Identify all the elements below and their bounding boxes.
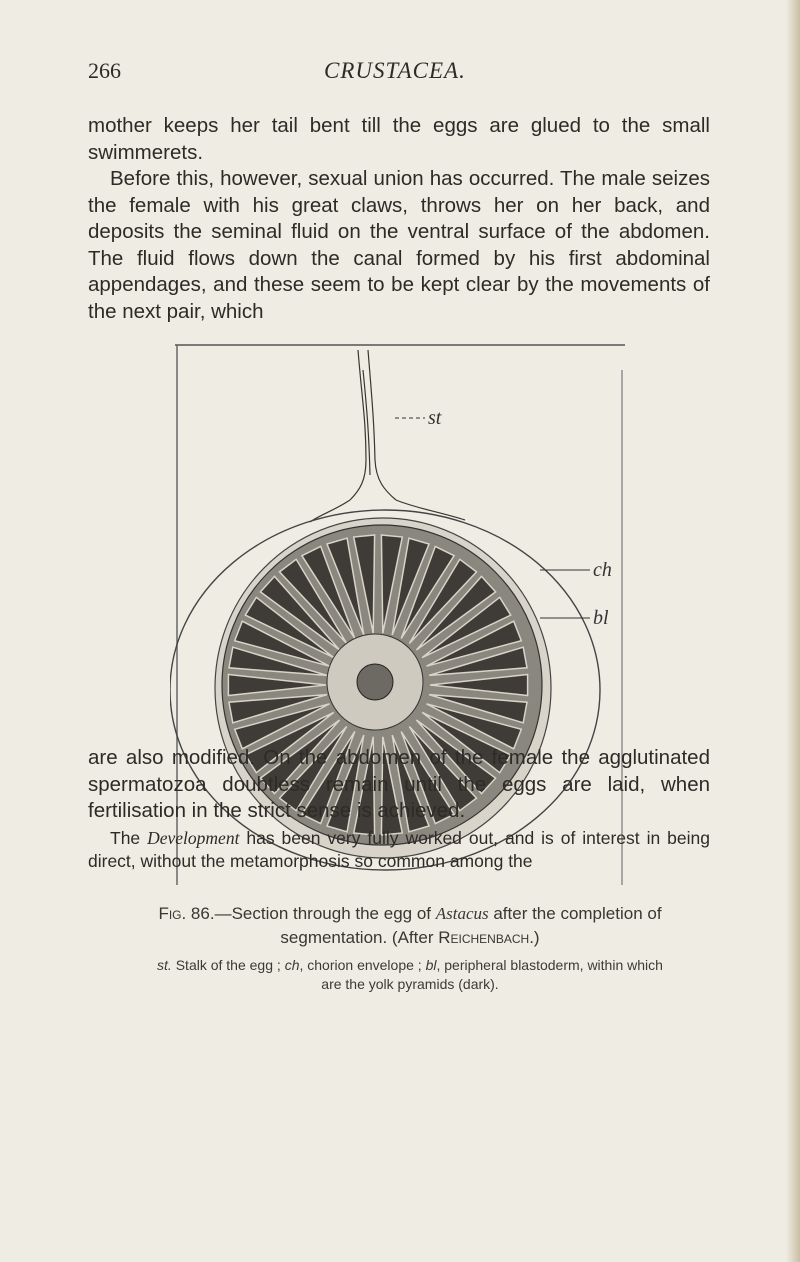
caption-closing: .) [529,928,540,947]
figure-caption [130,902,690,950]
legend-key-st: st. [157,957,172,973]
paragraph-4 [88,827,710,873]
caption-text-2: after the completion of segmentation. (After [280,904,662,947]
legend-text-st: Stalk of the egg ; [171,957,285,973]
caption-genus: Astacus [435,904,489,923]
paragraph-1: mother keeps her tail bent till the eggs are glued to the small swimmerets. [88,114,710,164]
page-edge-shadow [786,0,800,1262]
caption-text-1: —Section through the egg of [214,904,436,923]
page-header [88,58,708,98]
legend-text-ch: , chorion envelope ; [299,957,426,973]
paragraph-2: Before this, however, sexual union has occurred. The male seizes the female with his great claws, throws her on her back, and deposits the seminal fluid on the ventral surface of the abdomen. The fluid flows down the canal formed by his first abdominal appendages, and these seem to be kept clear by the movements of the next pair, which [88,167,710,323]
paragraph-3: are also modified. On the abdomen of the female the agglutinated spermatozoa doubtless remain until the eggs are laid, when fertilisation in the strict sense is achieved. [88,746,710,822]
paragraph-4-text: has been very fully worked out, and is of interest in being direct, without the metamorphosis so common among the [88,828,710,871]
figure-legend [155,956,665,994]
page-number: 266 [88,58,121,83]
paragraph-4-lead: The [110,828,148,848]
legend-key-ch: ch [284,957,300,973]
caption-author: Reichenbach [438,928,530,947]
label-bl: bl [593,607,609,629]
label-ch: ch [593,559,612,581]
egg-stalk [310,350,465,522]
running-title: CRUSTACEA. [324,58,466,83]
egg-nucleus [357,664,393,700]
paragraph-4-italic: Development [147,828,240,848]
figure-number: Fig. 86. [158,904,215,923]
legend-text-bl: , peripheral blastoderm, within which are the yolk pyramids (dark). [321,957,663,992]
legend-key-bl: bl [425,957,437,973]
label-st: st [428,407,442,429]
